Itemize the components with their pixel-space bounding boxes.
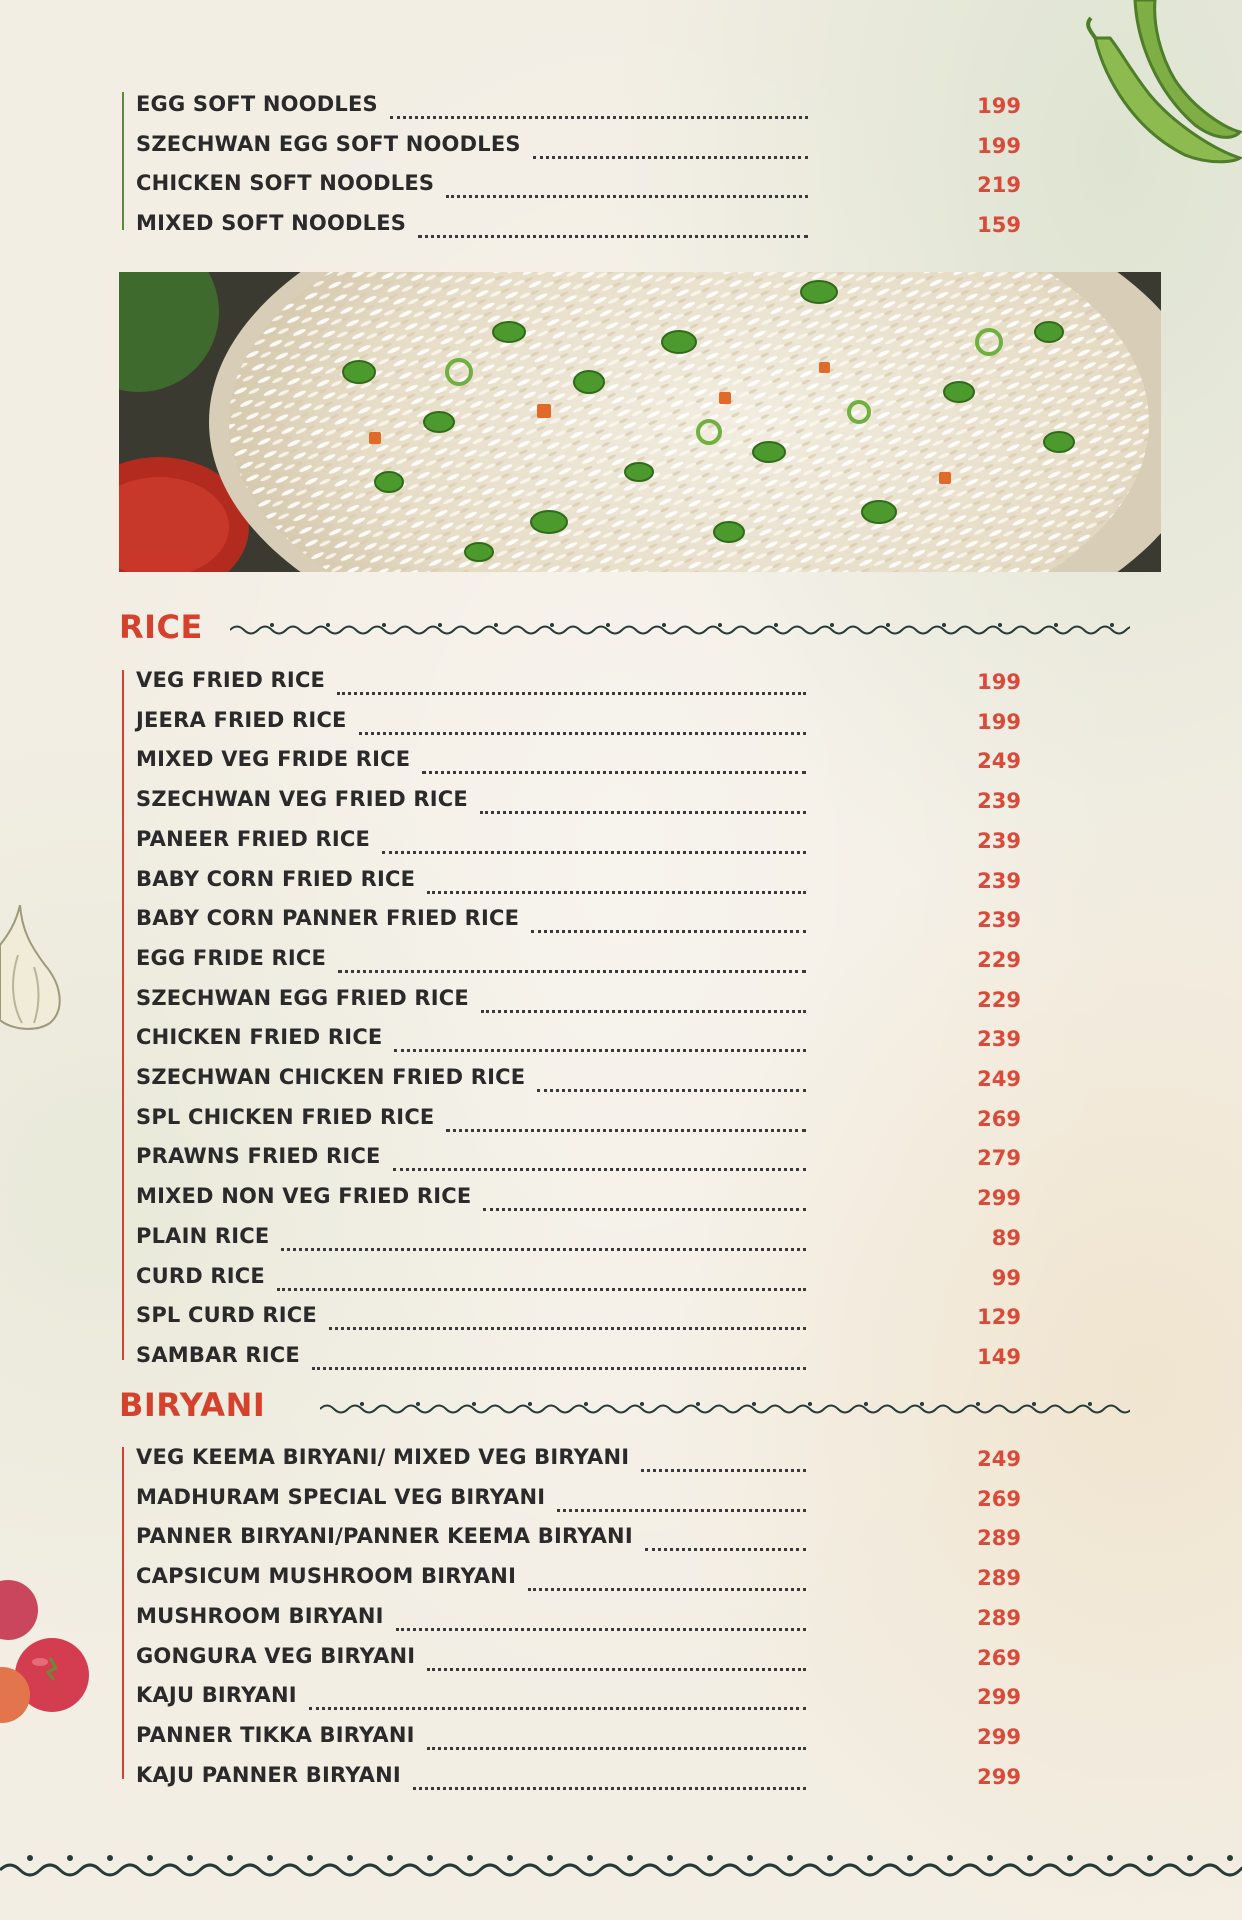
menu-item-name: EGG SOFT NOODLES — [136, 92, 378, 116]
menu-item-price: 299 — [977, 1724, 1021, 1749]
dot-leader — [483, 1184, 806, 1211]
menu-item-name: SZECHWAN VEG FRIED RICE — [136, 787, 468, 812]
rice-menu-item — [136, 1260, 806, 1298]
dot-leader — [382, 827, 806, 854]
menu-item-name: MIXED VEG FRIDE RICE — [136, 747, 411, 772]
rice-menu-item — [136, 1140, 806, 1178]
garlic-icon — [0, 905, 66, 1030]
menu-item-price: 249 — [977, 1447, 1021, 1471]
biryani-menu-item — [136, 1640, 806, 1678]
menu-item-price: 239 — [977, 1027, 1021, 1052]
menu-item-price: 239 — [977, 789, 1021, 814]
rice-menu-item — [136, 1180, 806, 1218]
dot-leader — [427, 1644, 806, 1671]
rice-menu-item — [136, 743, 806, 781]
menu-item-price: 299 — [977, 1685, 1021, 1710]
section-title-rice: RICE — [119, 608, 203, 646]
dot-leader — [418, 211, 808, 238]
menu-item-name: CAPSICUM MUSHROOM BIRYANI — [136, 1564, 517, 1589]
rice-menu-item — [136, 1061, 806, 1099]
menu-item-name: SAMBAR RICE — [136, 1342, 300, 1367]
section-wave-divider-biryani — [320, 1395, 1130, 1421]
rice-menu-item — [136, 982, 806, 1020]
menu-item-price: 199 — [977, 94, 1021, 118]
menu-item-name: MUSHROOM BIRYANI — [136, 1603, 384, 1628]
green-chili-icon — [1075, 0, 1242, 180]
dot-leader — [281, 1224, 806, 1251]
menu-item-name: MADHURAM SPECIAL VEG BIRYANI — [136, 1484, 546, 1509]
menu-item-price: 129 — [977, 1305, 1021, 1330]
menu-item-price: 219 — [977, 173, 1021, 198]
rice-menu-item — [136, 902, 806, 940]
rice-menu-item — [136, 783, 806, 821]
section-title-biryani: BIRYANI — [119, 1386, 266, 1424]
biryani-menu-item — [136, 1600, 806, 1638]
menu-item-name: KAJU BIRYANI — [136, 1683, 297, 1708]
dot-leader — [422, 747, 806, 774]
dot-leader — [446, 171, 808, 198]
menu-item-name: GONGURA VEG BIRYANI — [136, 1643, 416, 1668]
dot-leader — [393, 1144, 806, 1171]
biryani-menu-item — [136, 1481, 806, 1519]
dot-leader — [528, 1564, 806, 1591]
biryani-menu-item — [136, 1679, 806, 1717]
biryani-menu-item — [136, 1719, 806, 1757]
menu-item-price: 279 — [977, 1146, 1021, 1171]
menu-item-name: JEERA FRIED RICE — [136, 707, 347, 732]
menu-item-name: PANEER FRIED RICE — [136, 826, 371, 851]
dot-leader — [396, 1604, 806, 1631]
dot-leader — [329, 1303, 806, 1330]
dot-leader — [337, 668, 806, 695]
dot-leader — [338, 946, 806, 973]
menu-item-price: 99 — [991, 1265, 1021, 1290]
menu-item-price: 289 — [977, 1526, 1021, 1551]
menu-item-price: 299 — [977, 1764, 1021, 1789]
menu-item-name: MIXED NON VEG FRIED RICE — [136, 1184, 472, 1209]
menu-item-name: CHICKEN FRIED RICE — [136, 1025, 383, 1050]
noodles-menu-item — [136, 88, 808, 126]
menu-item-price: 229 — [977, 947, 1021, 972]
menu-item-price: 269 — [977, 1106, 1021, 1131]
menu-item-price: 289 — [977, 1566, 1021, 1591]
section-wave-divider-rice — [230, 616, 1130, 642]
menu-item-price: 199 — [977, 670, 1021, 694]
menu-item-price: 249 — [977, 749, 1021, 774]
rice-menu-item — [136, 1101, 806, 1139]
menu-item-name: VEG KEEMA BIRYANI/ MIXED VEG BIRYANI — [136, 1445, 630, 1469]
rice-menu-item — [136, 1021, 806, 1059]
menu-item-name: PANNER BIRYANI/PANNER KEEMA BIRYANI — [136, 1524, 633, 1549]
dot-leader — [427, 867, 806, 894]
rice-menu-item — [136, 863, 806, 901]
dot-leader — [312, 1343, 806, 1370]
rice-menu-item — [136, 664, 806, 702]
biryani-menu-item — [136, 1560, 806, 1598]
noodles-menu-item — [136, 207, 808, 245]
dot-leader — [533, 132, 808, 159]
menu-item-name: VEG FRIED RICE — [136, 668, 326, 692]
menu-item-price: 199 — [977, 709, 1021, 734]
menu-item-name: PLAIN RICE — [136, 1223, 270, 1248]
menu-item-price: 299 — [977, 1186, 1021, 1211]
menu-item-name: PRAWNS FRIED RICE — [136, 1144, 381, 1169]
rice-menu-item — [136, 1220, 806, 1258]
biryani-menu-item — [136, 1520, 806, 1558]
menu-item-price: 199 — [977, 133, 1021, 158]
menu-item-name: PANNER TIKKA BIRYANI — [136, 1722, 415, 1747]
dot-leader — [413, 1763, 806, 1790]
fried-rice-photo — [119, 272, 1161, 572]
menu-item-name: SZECHWAN EGG SOFT NOODLES — [136, 131, 521, 156]
menu-item-name: SZECHWAN CHICKEN FRIED RICE — [136, 1065, 526, 1089]
dot-leader — [641, 1445, 806, 1472]
menu-item-name: BABY CORN FRIED RICE — [136, 866, 416, 891]
biryani-menu-item — [136, 1441, 806, 1479]
biryani-accent-line — [122, 1447, 124, 1779]
menu-item-price: 269 — [977, 1645, 1021, 1670]
menu-item-name: BABY CORN PANNER FRIED RICE — [136, 906, 520, 931]
menu-item-name: KAJU PANNER BIRYANI — [136, 1762, 401, 1787]
rice-menu-item — [136, 1339, 806, 1377]
dot-leader — [277, 1264, 806, 1291]
cherry-tomato-icon — [0, 1570, 95, 1740]
rice-accent-line — [122, 670, 124, 1360]
dot-leader — [390, 92, 808, 119]
menu-item-name: SPL CHICKEN FRIED RICE — [136, 1104, 435, 1129]
menu-item-name: CURD RICE — [136, 1263, 265, 1288]
rice-menu-item — [136, 1299, 806, 1337]
noodles-accent-line — [122, 92, 124, 230]
rice-menu-item — [136, 823, 806, 861]
menu-item-price: 269 — [977, 1486, 1021, 1511]
noodles-menu-item — [136, 128, 808, 166]
biryani-menu-item — [136, 1759, 806, 1797]
dot-leader — [480, 787, 806, 814]
dot-leader — [446, 1105, 806, 1132]
rice-menu-item — [136, 704, 806, 742]
dot-leader — [645, 1524, 806, 1551]
menu-item-price: 239 — [977, 908, 1021, 933]
dot-leader — [537, 1065, 806, 1092]
menu-item-name: MIXED SOFT NOODLES — [136, 211, 407, 236]
menu-item-price: 159 — [977, 213, 1021, 238]
noodles-menu-item — [136, 167, 808, 205]
menu-item-name: CHICKEN SOFT NOODLES — [136, 171, 435, 196]
menu-item-name: SZECHWAN EGG FRIED RICE — [136, 985, 469, 1010]
menu-item-price: 249 — [977, 1067, 1021, 1091]
bottom-wave-border — [0, 1848, 1242, 1888]
dot-leader — [557, 1485, 806, 1512]
menu-item-name: SPL CURD RICE — [136, 1303, 317, 1328]
dot-leader — [481, 986, 806, 1013]
rice-menu-item — [136, 942, 806, 980]
menu-item-price: 289 — [977, 1605, 1021, 1630]
menu-item-name: EGG FRIDE RICE — [136, 945, 327, 970]
dot-leader — [309, 1683, 806, 1710]
dot-leader — [359, 708, 806, 735]
menu-item-price: 149 — [977, 1344, 1021, 1369]
menu-item-price: 239 — [977, 828, 1021, 853]
dot-leader — [427, 1723, 806, 1750]
dot-leader — [531, 906, 806, 933]
dot-leader — [394, 1025, 806, 1052]
menu-item-price: 89 — [991, 1225, 1021, 1250]
menu-item-price: 239 — [977, 868, 1021, 893]
menu-item-price: 229 — [977, 987, 1021, 1012]
